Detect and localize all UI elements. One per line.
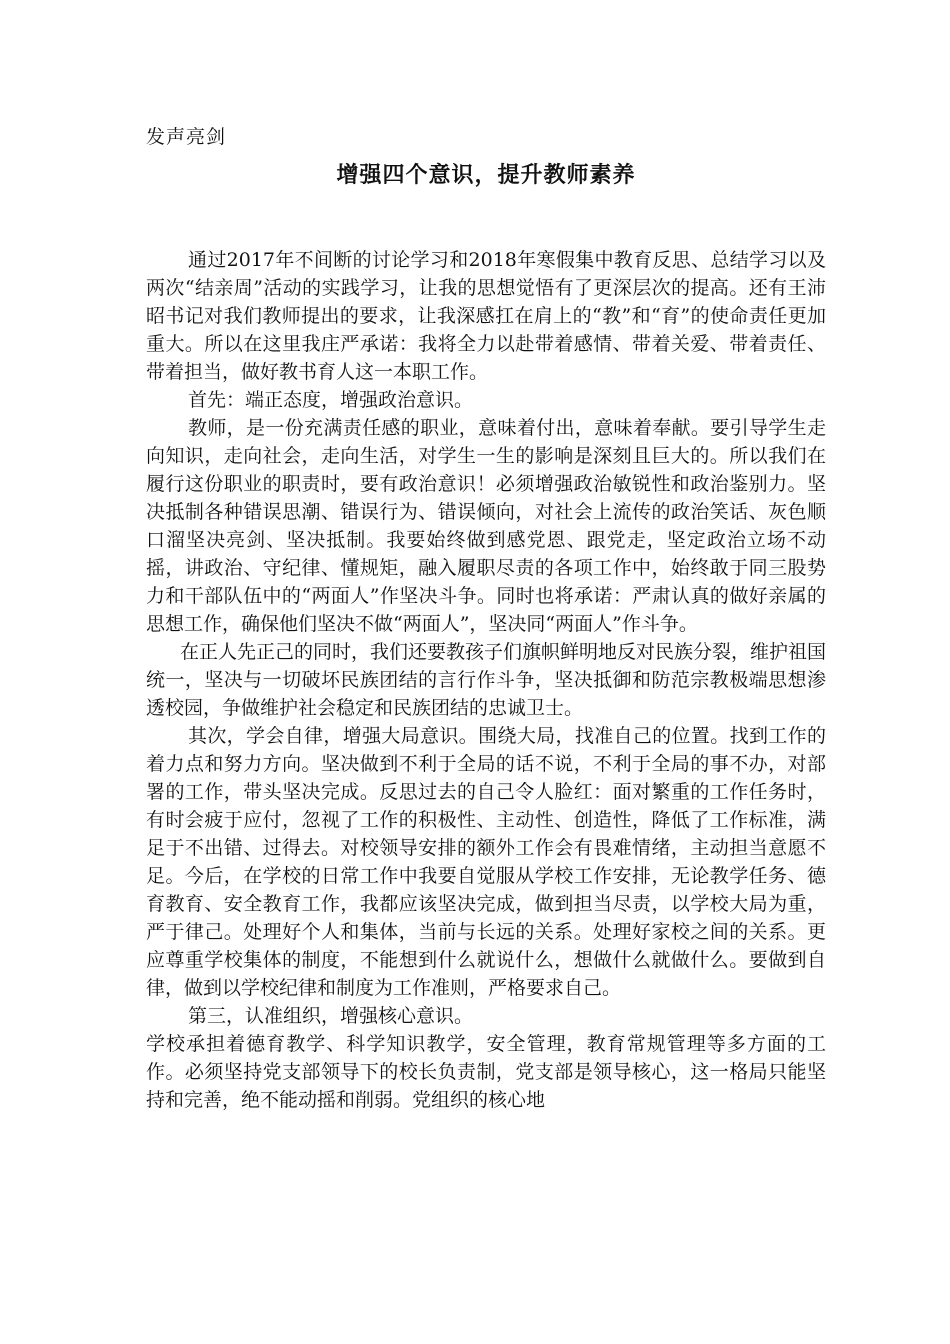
paragraph-political-awareness: 教师，是一份充满责任感的职业，意味着付出，意味着奉献。要引导学生走向知识，走向社会，走向生活，对学生一生的影响是深刻且巨大的。所以我们在履行这份职业的职责时，要有政治意识！必须增强政治敏锐性和政治鉴别力。坚决抵制各种错误思潮、错误行为、错误倾向，对社会上流传的政治笑话、灰色顺口溜坚决亮剑、坚决抵制。我要始终做到感党恩、跟党走，坚定政治立场不动摇，讲政治、守纪律、懂规矩，融入履职尽责的各项工作中，始终敢于同三股势力和干部队伍中的“两面人”作坚决斗争。同时也将承诺：严肃认真的做好亲属的思想工作，确保他们坚决不做“两面人”，坚决同“两面人”作斗争。 (146, 417, 826, 635)
document-title: 增强四个意识，提升教师素养 (336, 162, 636, 188)
document-label: 发声亮剑 (146, 126, 227, 148)
paragraph-first-heading: 首先：端正态度，增强政治意识。 (188, 389, 474, 411)
paragraph-ethnic-unity: 在正人先正己的同时，我们还要教孩子们旗帜鲜明地反对民族分裂，维护祖国统一，坚决与一切破坏民族团结的言行作斗争，坚决抵御和防范宗教极端思想渗透校园，争做维护社会稳定和民族团结的忠诚卫士。 (146, 641, 827, 719)
document-body (146, 246, 826, 1114)
paragraph-core-awareness: 学校承担着德育教学、科学知识教学，安全管理，教育常规管理等多方面的工作。必须坚持党支部领导下的校长负责制，党支部是领导核心，这一格局只能坚持和完善，绝不能动摇和削弱。党组织的核心地 (146, 1033, 826, 1111)
paragraph-big-picture-awareness: 其次，学会自律，增强大局意识。围绕大局，找准自己的位置。找到工作的着力点和努力方向。坚决做到不利于全局的话不说，不利于全局的事不办，对部署的工作，带头坚决完成。反思过去的自己令人脸红：面对繁重的工作任务时，有时会疲于应付，忽视了工作的积极性、主动性、创造性，降低了工作标准，满足于不出错、过得去。对校领导安排的额外工作会有畏难情绪，主动担当意愿不足。今后，在学校的日常工作中我要自觉服从学校工作安排，无论教学任务、德育教育、安全教育工作，我都应该坚决完成，做到担当尽责，以学校大局为重，严于律己。处理好个人和集体，当前与长远的关系。处理好家校之间的关系。更应尊重学校集体的制度，不能想到什么就说什么，想做什么就做什么。要做到自律，做到以学校纪律和制度为工作准则，严格要求自己。 (146, 725, 826, 999)
paragraph-intro: 通过2017年不间断的讨论学习和2018年寒假集中教育反思、总结学习以及两次“结亲周”活动的实践学习，让我的思想觉悟有了更深层次的提高。还有王沛昭书记对我们教师提出的要求，让我深感扛在肩上的“教”和“育”的使命责任更加重大。所以在这里我庄严承诺：我将全力以赴带着感情、带着关爱、带着责任、带着担当，做好教书育人这一本职工作。 (146, 249, 826, 383)
paragraph-third-heading: 第三，认准组织，增强核心意识。 (188, 1005, 474, 1027)
